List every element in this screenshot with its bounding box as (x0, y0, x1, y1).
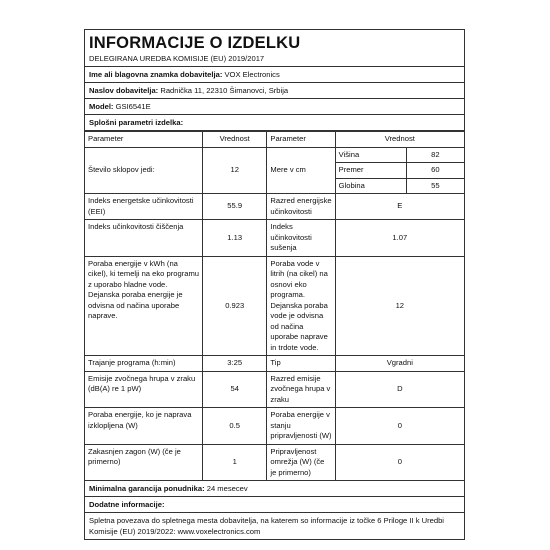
table-row (85, 147, 464, 194)
table-header-row (85, 132, 464, 148)
dimension-row (336, 163, 464, 179)
program-duration-value: 3:25 (202, 356, 266, 372)
col-header-value: Vrednost (202, 132, 266, 148)
warranty-label: Minimalna garancija ponudnika: (89, 484, 205, 493)
delay-start-label: Zakasnjen zagon (W) (če je primerno) (85, 444, 202, 481)
energy-class-value: E (335, 194, 464, 220)
additional-info-row (85, 513, 464, 539)
dimensions-table (336, 148, 464, 194)
drying-index-value: 1.07 (335, 220, 464, 257)
product-info-sheet (84, 29, 465, 540)
noise-emission-label: Emisije zvočnega hrupa v zraku (dB(A) re 1 pW) (85, 371, 202, 408)
depth-label: Globina (336, 178, 407, 193)
off-mode-value: 0.5 (202, 408, 266, 445)
warranty-row (85, 481, 464, 497)
col-header-parameter-2: Parameter (267, 132, 335, 148)
table-row (85, 256, 464, 356)
height-value: 82 (406, 148, 464, 163)
noise-emission-value: 54 (202, 371, 266, 408)
noise-class-label: Razred emisije zvočnega hrupa v zraku (267, 371, 335, 408)
water-consumption-value: 12 (335, 256, 464, 356)
network-standby-label: Pripravljenost omrežja (W) (če je primerno) (267, 444, 335, 481)
dimensions-label: Mere v cm (267, 147, 335, 194)
table-row (85, 444, 464, 481)
type-label: Tip (267, 356, 335, 372)
type-value: Vgradni (335, 356, 464, 372)
drying-index-label: Indeks učinkovitosti sušenja (267, 220, 335, 257)
cleaning-index-label: Indeks učinkovitosti čiščenja (85, 220, 202, 257)
model-label: Model: (89, 102, 114, 111)
network-standby-value: 0 (335, 444, 464, 481)
width-value: 60 (406, 163, 464, 179)
regulation-subtitle: DELEGIRANA UREDBA KOMISIJE (EU) 2019/2017 (89, 54, 265, 63)
page-title: INFORMACIJE O IZDELKU (89, 34, 301, 52)
parameters-table (85, 131, 464, 481)
water-consumption-label: Poraba vode v litrih (na cikel) na osnovi eko programa. Dejanska poraba vode je odvisna od načina uporabe naprave in trdote vode. (267, 256, 335, 356)
energy-consumption-label: Poraba energije v kWh (na cikel), ki temelji na eko programu z uporabo hladne vode. Dejanska poraba energije je odvisna od načina uporabe naprave. (85, 256, 202, 356)
model-value: GSI6541E (115, 102, 151, 111)
table-row (85, 408, 464, 445)
warranty-value: 24 mesecev (206, 484, 248, 493)
general-params-heading: Splošni parametri izdelka: (89, 118, 184, 127)
eei-label: Indeks energetske učinkovitosti (EEI) (85, 194, 202, 220)
table-row (85, 194, 464, 220)
supplier-address-row (85, 83, 464, 99)
supplier-name-label: Ime ali blagovna znamka dobavitelja: (89, 70, 223, 79)
additional-info-label: Dodatne informacije: (89, 500, 165, 509)
supplier-address-value: Radnička 11, 22310 Šimanovci, Srbija (160, 86, 289, 95)
supplier-name-row (85, 67, 464, 83)
col-header-parameter: Parameter (85, 132, 202, 148)
table-row (85, 356, 464, 372)
energy-class-label: Razred energijske učinkovitosti (267, 194, 335, 220)
col-header-value-2: Vrednost (335, 132, 464, 148)
place-settings-value: 12 (202, 147, 266, 194)
noise-class-value: D (335, 371, 464, 408)
program-duration-label: Trajanje programa (h:min) (85, 356, 202, 372)
dimension-row (336, 178, 464, 193)
additional-info-text: Spletna povezava do spletnega mesta dobavitelja, na katerem so informacije iz točke 6 Priloge II k Uredbi Komisije (EU) 2019/2022: www.voxelectronics.com (89, 516, 444, 536)
energy-consumption-value: 0.923 (202, 256, 266, 356)
supplier-name-value: VOX Electronics (224, 70, 280, 79)
dimensions-cell (335, 147, 464, 194)
sheet-header (85, 30, 464, 67)
supplier-address-label: Naslov dobavitelja: (89, 86, 159, 95)
cleaning-index-value: 1.13 (202, 220, 266, 257)
standby-value: 0 (335, 408, 464, 445)
table-row (85, 220, 464, 257)
table-row (85, 371, 464, 408)
model-row (85, 99, 464, 115)
delay-start-value: 1 (202, 444, 266, 481)
dimension-row (336, 148, 464, 163)
general-params-heading-row (85, 115, 464, 131)
place-settings-label: Število sklopov jedi: (85, 147, 202, 194)
height-label: Višina (336, 148, 407, 163)
eei-value: 55.9 (202, 194, 266, 220)
additional-info-heading-row (85, 497, 464, 513)
depth-value: 55 (431, 180, 440, 190)
standby-label: Poraba energije v stanju pripravljenosti (W) (267, 408, 335, 445)
off-mode-label: Poraba energije, ko je naprava izklopljena (W) (85, 408, 202, 445)
width-label: Premer (336, 163, 407, 179)
